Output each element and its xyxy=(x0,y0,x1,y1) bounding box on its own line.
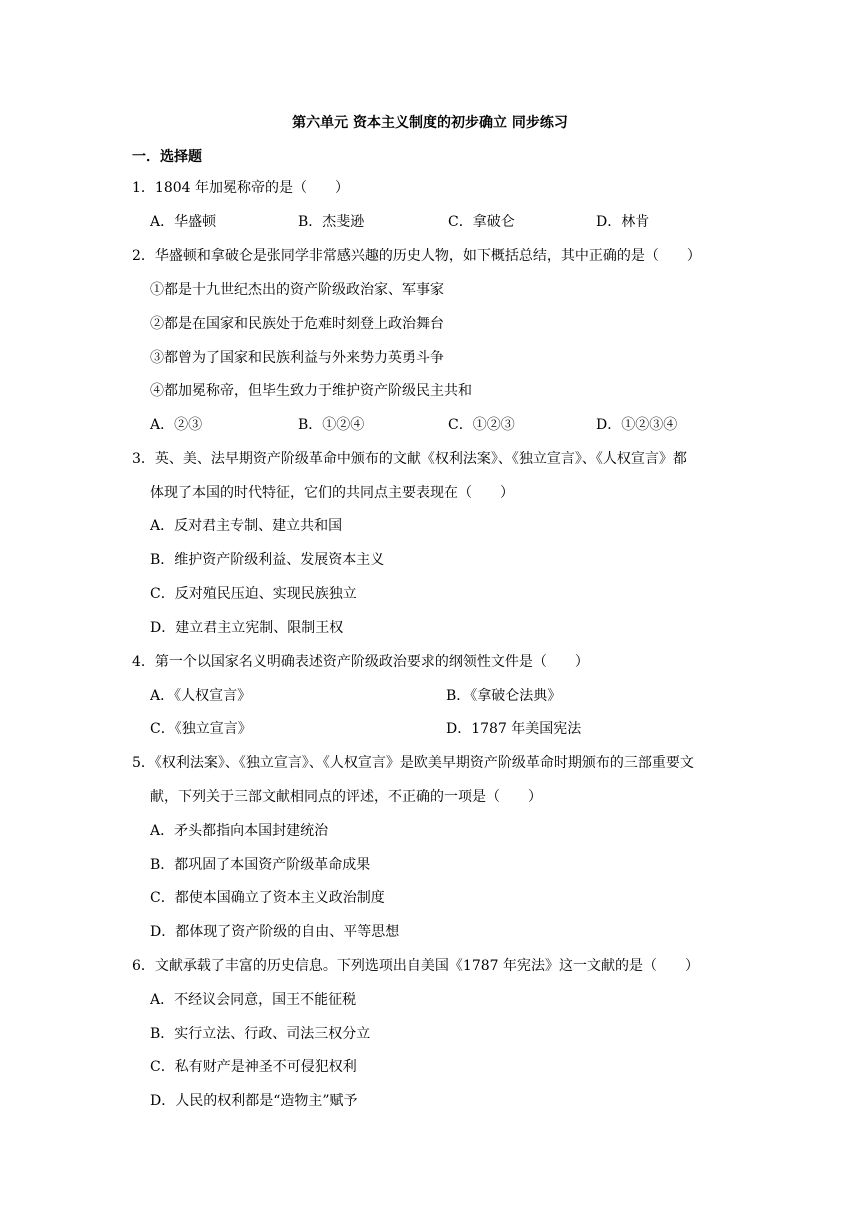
question-5-stem-line-2: 献，下列关于三部文献相同点的评述，不正确的一项是（ ） xyxy=(150,789,542,805)
q1-option-a: A．华盛顿 xyxy=(150,214,217,230)
section-heading: 一．选择题 xyxy=(132,149,202,165)
q4-option-b: B．《拿破仑法典》 xyxy=(446,688,562,704)
question-2-stem: 2．华盛顿和拿破仑是张同学非常感兴趣的历史人物，如下概括总结，其中正确的是（ ） xyxy=(132,248,701,264)
q2-option-c: C．①②③ xyxy=(448,417,515,433)
question-3-stem-line-1: 3．英、美、法早期资产阶级革命中颁布的文献《权利法案》、《独立宣言》、《人权宣言》都 xyxy=(132,451,687,467)
q5-option-a: A．矛头都指向本国封建统治 xyxy=(150,823,329,839)
q6-option-d: D．人民的权利都是“造物主”赋予 xyxy=(150,1093,358,1109)
q2-option-a: A．②③ xyxy=(150,417,203,433)
q5-option-b: B．都巩固了本国资产阶级革命成果 xyxy=(150,857,371,873)
question-6-stem: 6．文献承载了丰富的历史信息。下列选项出自美国《1787 年宪法》这一文献的是（ ） xyxy=(132,958,699,974)
question-5-stem-line-1: 5．《权利法案》、《独立宣言》、《人权宣言》是欧美早期资产阶级革命时期颁布的三部重要文 xyxy=(132,755,694,771)
q4-option-a: A．《人权宣言》 xyxy=(150,688,252,704)
q2-option-b: B．①②④ xyxy=(298,417,365,433)
q2-statement-3: ③都曾为了国家和民族利益与外来势力英勇斗争 xyxy=(150,350,444,366)
q2-statement-2: ②都是在国家和民族处于危难时刻登上政治舞台 xyxy=(150,316,444,332)
q4-option-d: D．1787 年美国宪法 xyxy=(446,721,582,737)
q6-option-b: B．实行立法、行政、司法三权分立 xyxy=(150,1026,371,1042)
q6-option-c: C．私有财产是神圣不可侵犯权利 xyxy=(150,1059,357,1075)
q5-option-d: D．都体现了资产阶级的自由、平等思想 xyxy=(150,924,400,940)
q3-option-a: A．反对君主专制、建立共和国 xyxy=(150,518,343,534)
q2-option-d: D．①②③④ xyxy=(596,417,678,433)
q6-option-a: A．不经议会同意，国王不能征税 xyxy=(150,992,357,1008)
q2-statement-4: ④都加冕称帝，但毕生致力于维护资产阶级民主共和 xyxy=(150,383,472,399)
question-1-stem: 1．1804 年加冕称帝的是（ ） xyxy=(132,180,349,196)
q3-option-c: C．反对殖民压迫、实现民族独立 xyxy=(150,586,357,602)
question-3-stem-line-2: 体现了本国的时代特征，它们的共同点主要表现在（ ） xyxy=(150,485,514,501)
page-title: 第六单元 资本主义制度的初步确立 同步练习 xyxy=(292,115,568,131)
q3-option-b: B．维护资产阶级利益、发展资本主义 xyxy=(150,552,385,568)
q1-option-c: C．拿破仑 xyxy=(448,214,515,230)
question-4-stem: 4．第一个以国家名义明确表述资产阶级政治要求的纲领性文件是（ ） xyxy=(132,654,589,670)
q5-option-c: C．都使本国确立了资本主义政治制度 xyxy=(150,890,385,906)
q1-option-d: D．林肯 xyxy=(596,214,650,230)
q1-option-b: B．杰斐逊 xyxy=(298,214,365,230)
q4-option-c: C．《独立宣言》 xyxy=(150,721,252,737)
q3-option-d: D．建立君主立宪制、限制王权 xyxy=(150,620,344,636)
q2-statement-1: ①都是十九世纪杰出的资产阶级政治家、军事家 xyxy=(150,282,444,298)
